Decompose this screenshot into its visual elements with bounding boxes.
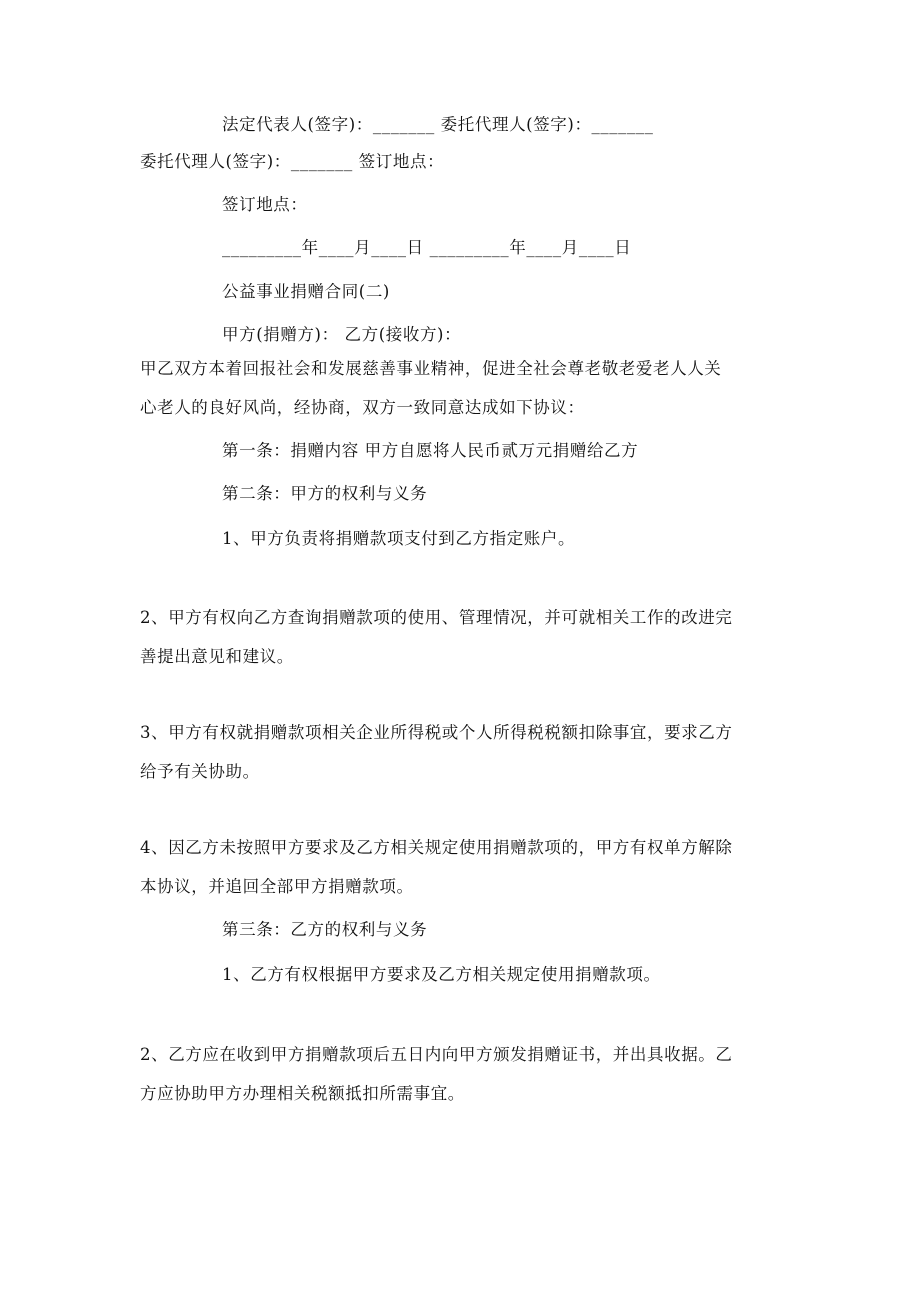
preamble-line-1: 甲乙双方本着回报社会和发展慈善事业精神，促进全社会尊老敬老爱老人人关: [140, 359, 722, 378]
signature-line-legal-rep: 法定代表人(签字)：_______ 委托代理人(签字)：_______: [222, 115, 654, 134]
preamble-line-2: 心老人的良好风尚，经协商，双方一致同意达成如下协议：: [140, 398, 585, 417]
article-3-item-2-line-1: 2、乙方应在收到甲方捐赠款项后五日内向甲方颁发捐赠证书，并出具收据。乙: [140, 1045, 733, 1064]
article-2-item-4-line-2: 本协议，并追回全部甲方捐赠款项。: [140, 877, 414, 896]
article-2-item-3-line-2: 给予有关协助。: [140, 762, 260, 781]
article-2-item-1: 1、甲方负责将捐赠款项支付到乙方指定账户。: [222, 529, 576, 548]
article-2-item-2-line-2: 善提出意见和建议。: [140, 647, 294, 666]
article-2-heading: 第二条：甲方的权利与义务: [222, 484, 428, 503]
contract-parties: 甲方(捐赠方)： 乙方(接收方)：: [222, 325, 462, 344]
article-3-item-1: 1、乙方有权根据甲方要求及乙方相关规定使用捐赠款项。: [222, 965, 661, 984]
article-2-item-4-line-1: 4、因乙方未按照甲方要求及乙方相关规定使用捐赠款项的，甲方有权单方解除: [140, 838, 733, 857]
article-2-item-2-line-1: 2、甲方有权向乙方查询捐赠款项的使用、管理情况，并可就相关工作的改进完: [140, 608, 733, 627]
article-3-item-2-line-2: 方应协助甲方办理相关税额抵扣所需事宜。: [140, 1084, 465, 1103]
signature-line-place: 签订地点：: [222, 195, 308, 214]
article-1: 第一条：捐赠内容 甲方自愿将人民币贰万元捐赠给乙方: [222, 441, 639, 460]
signature-line-agent: 委托代理人(签字)：_______ 签订地点：: [140, 152, 445, 171]
signature-line-date: _________年____月____日 _________年____月____日: [222, 238, 632, 257]
article-2-item-3-line-1: 3、甲方有权就捐赠款项相关企业所得税或个人所得税税额扣除事宜，要求乙方: [140, 723, 733, 742]
article-3-heading: 第三条：乙方的权利与义务: [222, 920, 428, 939]
contract-title: 公益事业捐赠合同(二): [222, 282, 390, 301]
